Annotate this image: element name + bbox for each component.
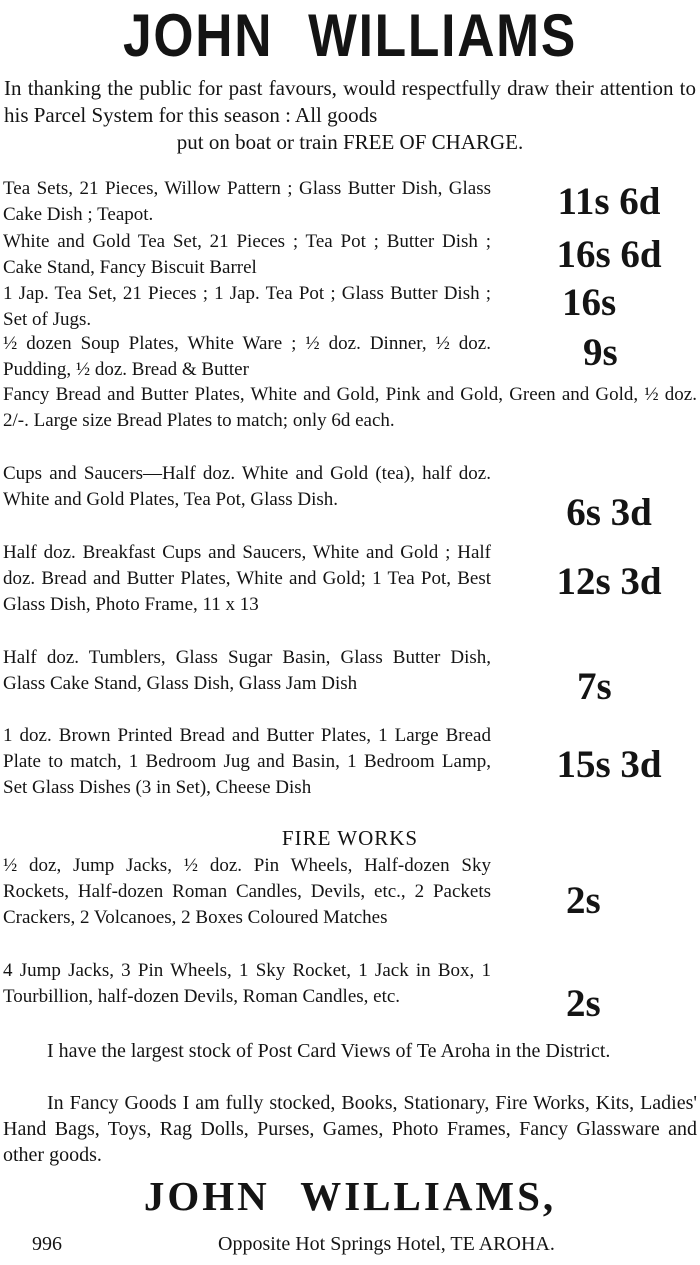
fancy-goods-paragraph: In Fancy Goods I am fully stocked, Books, Stationary, Fire Works, Kits, Ladies' Hand Bags, Toys, Rag Dolls, Purses, Games, Photo Frames, Fancy Glassware and other goods. <box>3 1092 697 1166</box>
offer-item <box>0 176 700 228</box>
fireworks-heading: FIRE WORKS <box>281 826 419 850</box>
free-of-charge-line: put on boat or train FREE OF CHARGE. <box>176 130 524 154</box>
offer-price: 6s 3d <box>566 491 652 534</box>
advert-headline: JOHN WILLIAMS <box>122 2 578 69</box>
offer-price: 16s 6d <box>556 233 662 276</box>
offer-price: 11s 6d <box>557 180 661 223</box>
address: Opposite Hot Springs Hotel, TE AROHA. <box>218 1233 555 1255</box>
offer-item <box>0 540 700 644</box>
fireworks-offer <box>0 958 700 1036</box>
offer-item <box>0 723 700 827</box>
offer-item <box>0 645 700 723</box>
offer-price: 2s <box>566 982 601 1025</box>
offer-description: 1 doz. Brown Printed Bread and Butter Plates, 1 Large Bread Plate to match, 1 Bedroom Jug and Basin, 1 Bedroom Lamp, Set Glass Dishes (3 in Set), Cheese Dish <box>3 725 491 798</box>
offer-item <box>0 382 700 460</box>
advert-reference-number: 996 <box>32 1233 62 1255</box>
offer-description: 4 Jump Jacks, 3 Pin Wheels, 1 Sky Rocket, 1 Jack in Box, 1 Tourbillion, half-dozen Devils, Roman Candles, etc. <box>3 960 491 1007</box>
offer-price: 16s <box>562 281 617 324</box>
offer-description: Tea Sets, 21 Pieces, Willow Pattern ; Glass Butter Dish, Glass Cake Dish ; Teapot. <box>3 178 491 225</box>
offer-item <box>0 461 700 539</box>
offer-price: 15s 3d <box>556 743 662 786</box>
offer-price: 12s 3d <box>556 560 662 603</box>
offer-description: Cups and Saucers—Half doz. White and Gold (tea), half doz. White and Gold Plates, Tea Pot, Glass Dish. <box>3 463 491 510</box>
footer <box>0 1230 700 1260</box>
offer-description: Half doz. Breakfast Cups and Saucers, White and Gold ; Half doz. Bread and Butter Plates, White and Gold; 1 Tea Pot, Best Glass Dish, Photo Frame, 11 x 13 <box>3 542 491 615</box>
offer-description: ½ dozen Soup Plates, White Ware ; ½ doz. Dinner, ½ doz. Pudding, ½ doz. Bread & Butter <box>3 333 491 380</box>
offer-item <box>0 331 700 383</box>
offer-item <box>0 281 700 333</box>
offer-description: ½ doz, Jump Jacks, ½ doz. Pin Wheels, Half-dozen Sky Rockets, Half-dozen Roman Candles, Devils, etc., 2 Packets Crackers, 2 Volcanoes, 2 Boxes Coloured Matches <box>3 855 491 928</box>
intro-text: In thanking the public for past favours, would respectfully draw their attention to his Parcel System for this season : All goods <box>4 76 696 127</box>
signature: JOHN WILLIAMS, <box>143 1173 557 1219</box>
offer-description: White and Gold Tea Set, 21 Pieces ; Tea Pot ; Butter Dish ; Cake Stand, Fancy Biscuit Barrel <box>3 231 491 278</box>
offer-item <box>0 229 700 281</box>
offer-price: 9s <box>583 331 618 374</box>
offer-description: 1 Jap. Tea Set, 21 Pieces ; 1 Jap. Tea Pot ; Glass Butter Dish ; Set of Jugs. <box>3 283 491 330</box>
intro-paragraph <box>4 75 696 156</box>
offer-description: Half doz. Tumblers, Glass Sugar Basin, Glass Butter Dish, Glass Cake Stand, Glass Dish, Glass Jam Dish <box>3 647 491 694</box>
postcard-paragraph: I have the largest stock of Post Card Views of Te Aroha in the District. <box>47 1040 611 1062</box>
fireworks-offer <box>0 853 700 957</box>
offer-description: Fancy Bread and Butter Plates, White and Gold, Pink and Gold, Green and Gold, ½ doz. 2/-. Large size Bread Plates to match; only 6d each. <box>3 384 697 431</box>
offer-price: 7s <box>577 665 612 708</box>
offer-price: 2s <box>566 879 601 922</box>
